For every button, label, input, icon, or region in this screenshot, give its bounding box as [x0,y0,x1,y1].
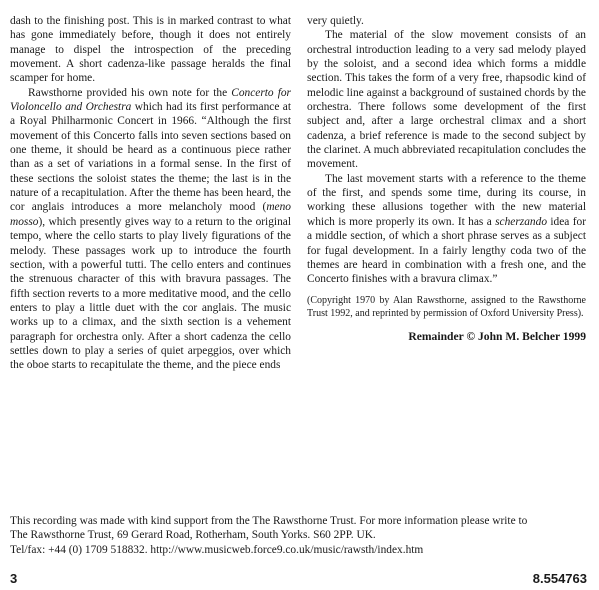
text-span: The last movement starts with a reference to the theme of the first, and spends some time, during its course, in working these allusions together with the new material which is more properly its own. It has a [307,172,586,228]
text-span: ), which presently gives way to a return to the original tempo, where the cello starts to play lively figurations of the melody. These passages work up to introduce the fourth section, with a powerful tutti. The cello enters and continues the strenuous character of this with bravura passages. The fifth section reverts to a more meditative mood, and the cello enters to play a little duet with the cor anglais. The music works up to a climax, and the sixth section is a vehement paragraph for orchestra only. After a short cadenza the cello settles down to play a series of quiet arpeggios, over which the oboe starts to recapitulate the theme, and the piece ends [10,215,291,372]
copyright-note: (Copyright 1970 by Alan Rawsthorne, assigned to the Rawsthorne Trust 1992, and reprinted by permission of Oxford University Press). [307,294,586,320]
left-paragraph-2 [10,86,291,373]
footer-line-1: This recording was made with kind support from the The Rawsthorne Trust. For more information please write to [10,515,528,527]
text-span: Rawsthorne provided his own note for the [28,86,232,99]
footer-line-3: Tel/fax: +44 (0) 1709 518832. http://www.musicweb.force9.co.uk/music/rawsth/index.htm [10,543,424,556]
catalogue-number: 8.554763 [532,571,587,586]
text-span: idea for a middle section, of which a short phrase serves as a subject for fugal development. In a fairly lengthy coda two of the themes are heard in combination with a fresh one, and the Concerto finishes with a bravura climax.” [307,215,586,286]
text-span: which had its first performance at a Royal Philharmonic Concert in 1966. “Although the first movement of this Concerto falls into seven sections based on one theme, it should be heard as a continuous piece rather than as a set of variations in a formal sense. In the first of these sections the soloist states the theme; the last is in the nature of a recapitulation. After the theme has been heard, the cor anglais introduces a more melancholy mood ( [10,101,292,214]
right-column [307,14,586,344]
work-title: Concerto for Violoncello and Orchestra [10,86,291,114]
page-number: 3 [10,571,18,586]
left-column [10,14,291,373]
right-paragraph-2: The material of the slow movement consists of an orchestral introduction leading to a very sad melody played by the soloist, and a second idea which forms a middle section. This takes the form of a very free, rhapsodic kind of melodic line against a background of sustained chords by the orchestra. There follows some development of the first subject and, after a large orchestral climax and a short cadenza, a brief reference is made to the second subject by the clarinet. A much abbreviated recapitulation concludes the movement. [307,29,586,171]
right-paragraph-3 [307,172,586,287]
left-paragraph-1: dash to the finishing post. This is in marked contrast to what has gone immediately before, though it does not entirely manage to dispel the introspection of the preceding movement. A short cadenza-like passage heralds the final scamper for home. [10,15,291,85]
footer-note [10,514,590,557]
right-paragraph-1: very quietly. [307,15,364,27]
tempo-marking: meno mosso [10,201,291,228]
footer-line-2: The Rawsthorne Trust, 69 Gerard Road, Rotherham, South Yorks. S60 2PP. UK. [10,529,376,542]
tempo-marking: scherzando [495,215,548,228]
remainder-credit: Remainder © John M. Belcher 1999 [408,329,586,343]
